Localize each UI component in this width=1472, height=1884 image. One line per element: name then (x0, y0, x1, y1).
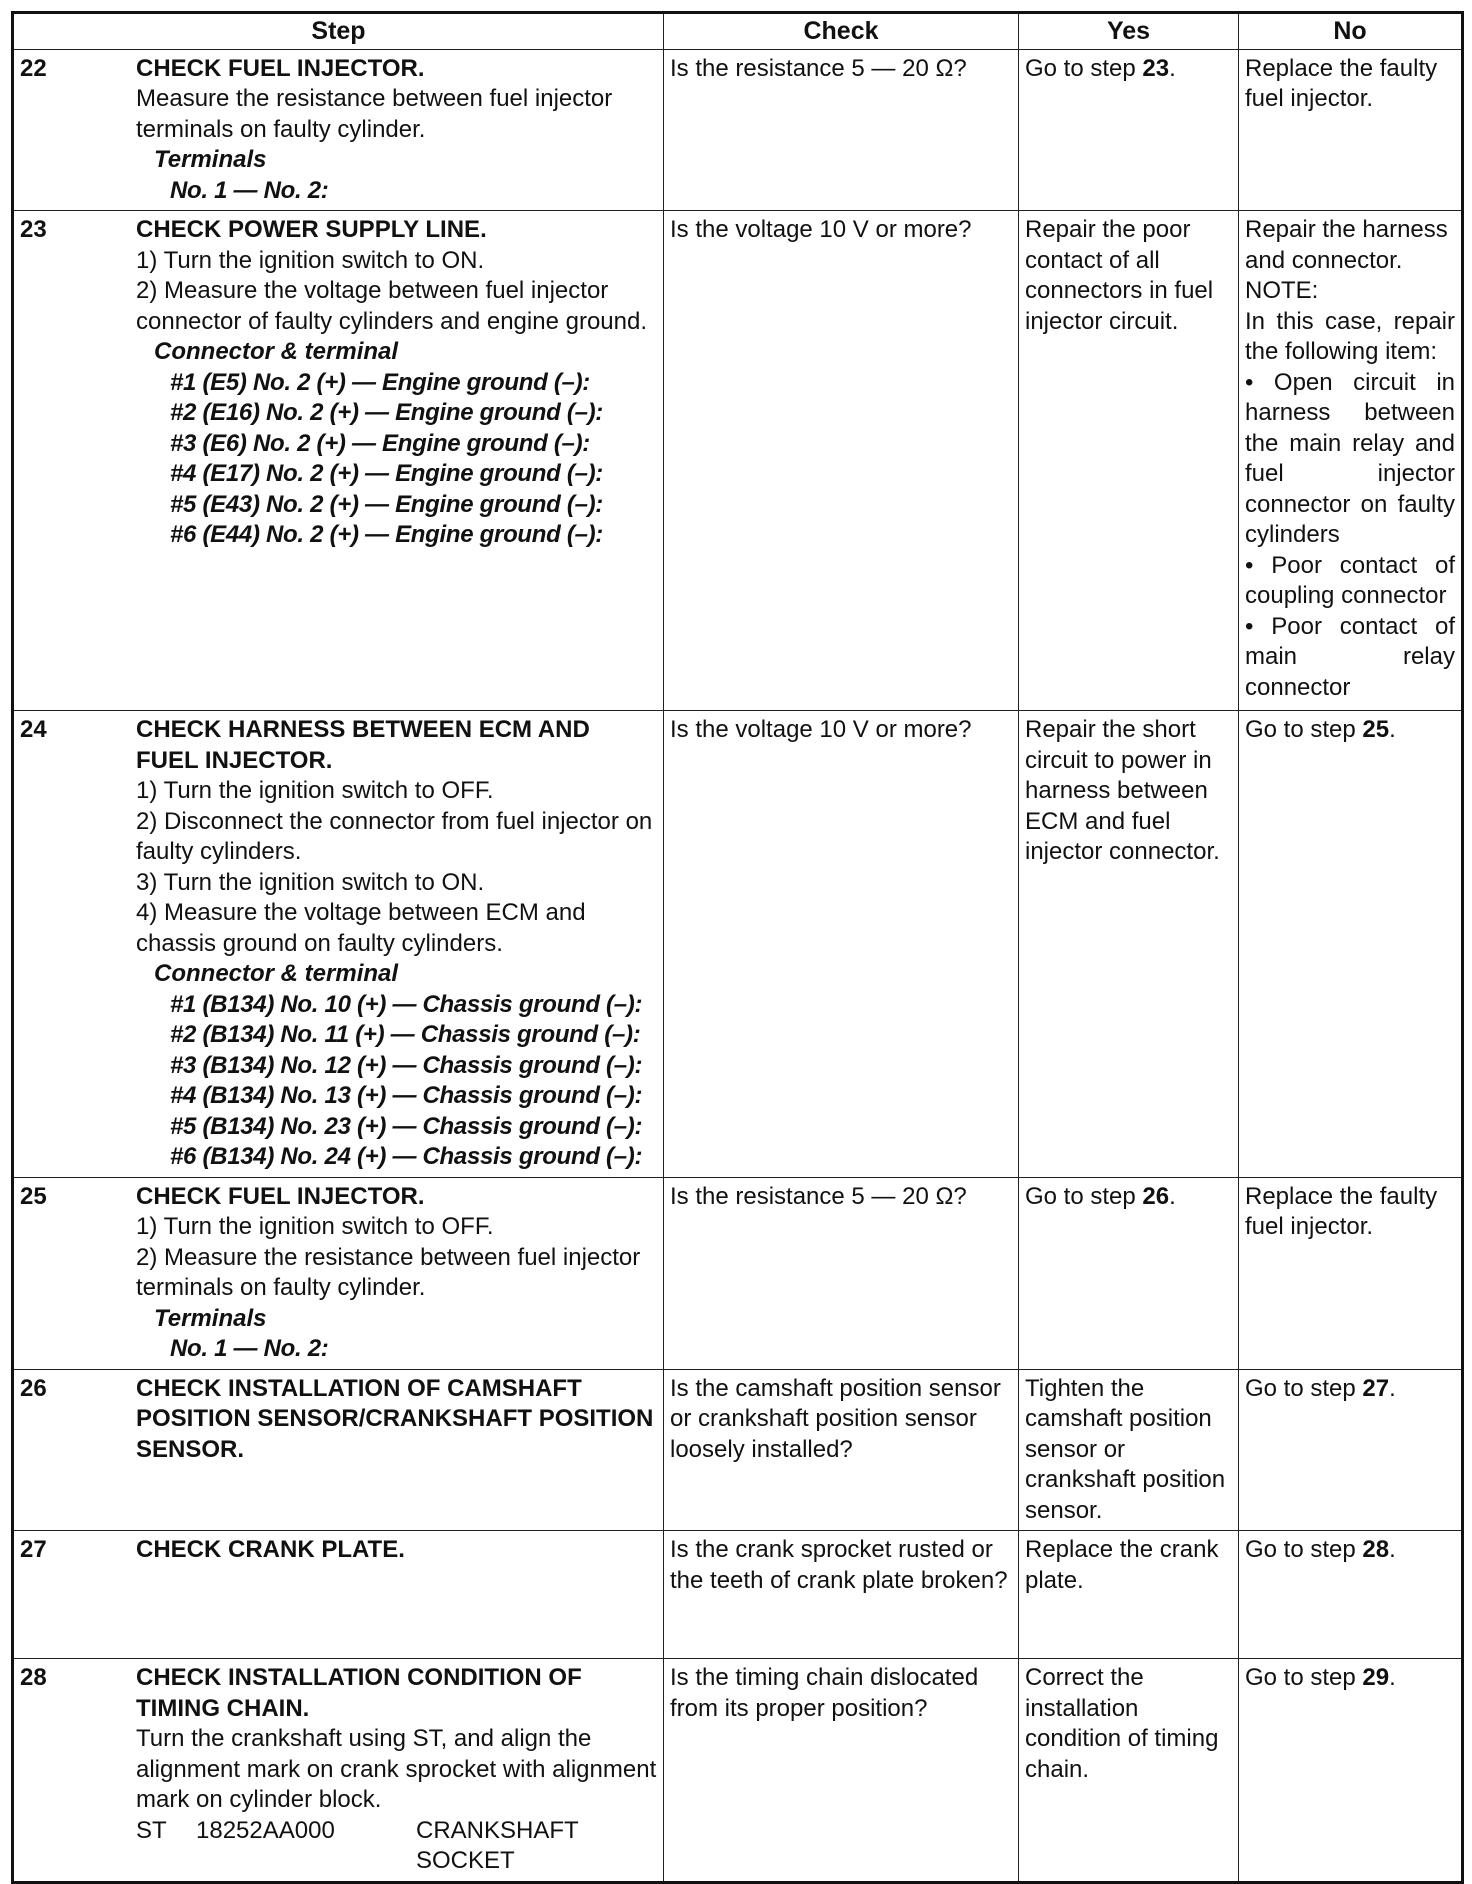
step-cell (13, 49, 664, 211)
terminal-spec: #4 (B134) No. 13 (+) — Chassis ground (–): (170, 1082, 643, 1109)
header-no: No (1239, 13, 1463, 50)
no-cell (1239, 711, 1463, 1178)
step-cell (13, 1177, 664, 1369)
no-cell: Replace the faulty fuel injector. (1239, 1177, 1463, 1369)
no-text: Go to step (1245, 1664, 1363, 1691)
step-text: 2) Measure the resistance between fuel injector terminals on faulty cylinder. (136, 1243, 641, 1301)
terminal-spec: No. 1 — No. 2: (170, 176, 329, 204)
no-text-end: . (1389, 716, 1396, 743)
step-title: CHECK CRANK PLATE. (136, 1536, 405, 1563)
step-reference: 26 (1142, 1182, 1170, 1210)
step-text: 1) Turn the ignition switch to ON. (136, 246, 485, 274)
terminal-spec: #5 (B134) No. 23 (+) — Chassis ground (–): (170, 1112, 643, 1140)
header-yes: Yes (1019, 13, 1239, 50)
no-text: In this case, repair the following item: (1245, 307, 1455, 365)
no-text-end: . (1389, 1664, 1396, 1691)
yes-text: Go to step (1025, 1182, 1143, 1210)
no-text-end: . (1389, 1374, 1396, 1402)
header-check: Check (664, 13, 1019, 50)
connector-heading: Connector & terminal (154, 338, 399, 365)
step-title: CHECK FUEL INJECTOR. (136, 54, 425, 82)
table-row (13, 211, 1463, 711)
step-reference: 27 (1362, 1374, 1390, 1402)
step-text: 2) Disconnect the connector from fuel injector on faulty cylinders. (136, 807, 653, 865)
step-number: 24 (20, 716, 47, 743)
step-text: 2) Measure the voltage between fuel injector connector of faulty cylinders and engine ground. (136, 277, 647, 335)
step-title: CHECK INSTALLATION CONDITION OF TIMING CHAIN. (136, 1664, 582, 1722)
table-row (13, 711, 1463, 1178)
step-text: 1) Turn the ignition switch to OFF. (136, 1213, 494, 1240)
terminals-heading: Terminals (154, 1304, 267, 1332)
terminal-spec: #6 (E44) No. 2 (+) — Engine ground (–): (170, 521, 604, 548)
special-tool-row (136, 1816, 657, 1877)
step-number: 23 (20, 216, 47, 243)
step-title: CHECK FUEL INJECTOR. (136, 1182, 425, 1210)
special-tool-label: ST (136, 1816, 167, 1844)
yes-text-end: . (1169, 1182, 1176, 1210)
step-text: Measure the resistance between fuel injector terminals on faulty cylinder. (136, 85, 613, 143)
check-cell: Is the timing chain dislocated from its proper position? (664, 1659, 1019, 1883)
yes-cell (1019, 49, 1239, 211)
step-cell (13, 1369, 664, 1531)
check-cell: Is the voltage 10 V or more? (664, 211, 1019, 711)
step-text: 1) Turn the ignition switch to OFF. (136, 777, 494, 804)
yes-text: Go to step (1025, 54, 1143, 82)
yes-cell (1019, 1177, 1239, 1369)
no-cell (1239, 1659, 1463, 1883)
header-row (13, 13, 1463, 50)
step-title: CHECK POWER SUPPLY LINE. (136, 216, 487, 243)
no-cell: Replace the faulty fuel injector. (1239, 49, 1463, 211)
note-label: NOTE: (1245, 277, 1319, 304)
step-title: CHECK INSTALLATION OF CAMSHAFT POSITION SENSOR/CRANKSHAFT POSITION SENSOR. (136, 1374, 654, 1463)
no-text: Repair the harness and connector. (1245, 216, 1448, 274)
special-tool-name: CRANKSHAFT SOCKET (416, 1816, 579, 1874)
check-cell: Is the resistance 5 — 20 Ω? (664, 49, 1019, 211)
terminal-spec: No. 1 — No. 2: (170, 1335, 329, 1362)
yes-cell: Repair the short circuit to power in harness between ECM and fuel injector connector. (1019, 711, 1239, 1178)
step-title: CHECK HARNESS BETWEEN ECM AND FUEL INJECTOR. (136, 716, 590, 774)
check-cell: Is the camshaft position sensor or crankshaft position sensor loosely installed? (664, 1369, 1019, 1531)
step-cell (13, 711, 664, 1178)
step-cell (13, 1659, 664, 1883)
terminal-spec: #2 (E16) No. 2 (+) — Engine ground (–): (170, 399, 604, 426)
step-reference: 29 (1362, 1664, 1390, 1691)
step-text: 3) Turn the ignition switch to ON. (136, 868, 485, 896)
check-cell: Is the crank sprocket rusted or the teeth of crank plate broken? (664, 1531, 1019, 1659)
step-cell (13, 211, 664, 711)
table-row (13, 1369, 1463, 1531)
terminal-spec: #3 (E6) No. 2 (+) — Engine ground (–): (170, 429, 590, 457)
no-bullet: • Open circuit in harness between the main relay and fuel injector connector on faulty cylinders (1245, 368, 1455, 548)
no-text: Go to step (1245, 716, 1363, 743)
terminal-spec: #5 (E43) No. 2 (+) — Engine ground (–): (170, 490, 604, 518)
yes-cell: Tighten the camshaft position sensor or crankshaft position sensor. (1019, 1369, 1239, 1531)
terminal-spec: #1 (E5) No. 2 (+) — Engine ground (–): (170, 368, 590, 396)
diagnostic-table (11, 11, 1464, 1884)
no-cell (1239, 211, 1463, 711)
special-tool-part-number: 18252AA000 (196, 1816, 335, 1844)
terminal-spec: #4 (E17) No. 2 (+) — Engine ground (–): (170, 460, 604, 487)
step-reference: 25 (1362, 716, 1390, 743)
yes-cell: Correct the installation condition of timing chain. (1019, 1659, 1239, 1883)
terminals-heading: Terminals (154, 146, 267, 173)
table-row (13, 1531, 1463, 1659)
no-text: Go to step (1245, 1374, 1363, 1402)
no-text-end: . (1389, 1536, 1396, 1563)
step-number: 22 (20, 54, 47, 82)
terminal-spec: #3 (B134) No. 12 (+) — Chassis ground (–): (170, 1051, 643, 1079)
step-cell (13, 1531, 664, 1659)
table-row (13, 49, 1463, 211)
yes-cell: Repair the poor contact of all connectors in fuel injector circuit. (1019, 211, 1239, 711)
step-number: 28 (20, 1664, 47, 1691)
connector-heading: Connector & terminal (154, 960, 399, 987)
no-text: Go to step (1245, 1536, 1363, 1563)
step-text: 4) Measure the voltage between ECM and chassis ground on faulty cylinders. (136, 899, 586, 957)
check-cell: Is the voltage 10 V or more? (664, 711, 1019, 1178)
step-reference: 23 (1142, 54, 1170, 82)
step-text: Turn the crankshaft using ST, and align the alignment mark on crank sprocket with alignment mark on cylinder block. (136, 1725, 657, 1813)
header-step: Step (13, 13, 664, 50)
yes-text-end: . (1169, 54, 1176, 82)
no-cell (1239, 1531, 1463, 1659)
terminal-spec: #1 (B134) No. 10 (+) — Chassis ground (–): (170, 990, 643, 1018)
table-row (13, 1659, 1463, 1883)
step-number: 26 (20, 1374, 47, 1402)
no-cell (1239, 1369, 1463, 1531)
terminal-spec: #6 (B134) No. 24 (+) — Chassis ground (–): (170, 1143, 643, 1170)
step-number: 27 (20, 1536, 47, 1563)
no-bullet: • Poor contact of coupling connector (1245, 551, 1455, 609)
step-reference: 28 (1362, 1536, 1390, 1563)
table-row (13, 1177, 1463, 1369)
no-bullet: • Poor contact of main relay connector (1245, 612, 1455, 701)
yes-cell: Replace the crank plate. (1019, 1531, 1239, 1659)
terminal-spec: #2 (B134) No. 11 (+) — Chassis ground (–): (170, 1021, 641, 1048)
check-cell: Is the resistance 5 — 20 Ω? (664, 1177, 1019, 1369)
step-number: 25 (20, 1182, 47, 1210)
